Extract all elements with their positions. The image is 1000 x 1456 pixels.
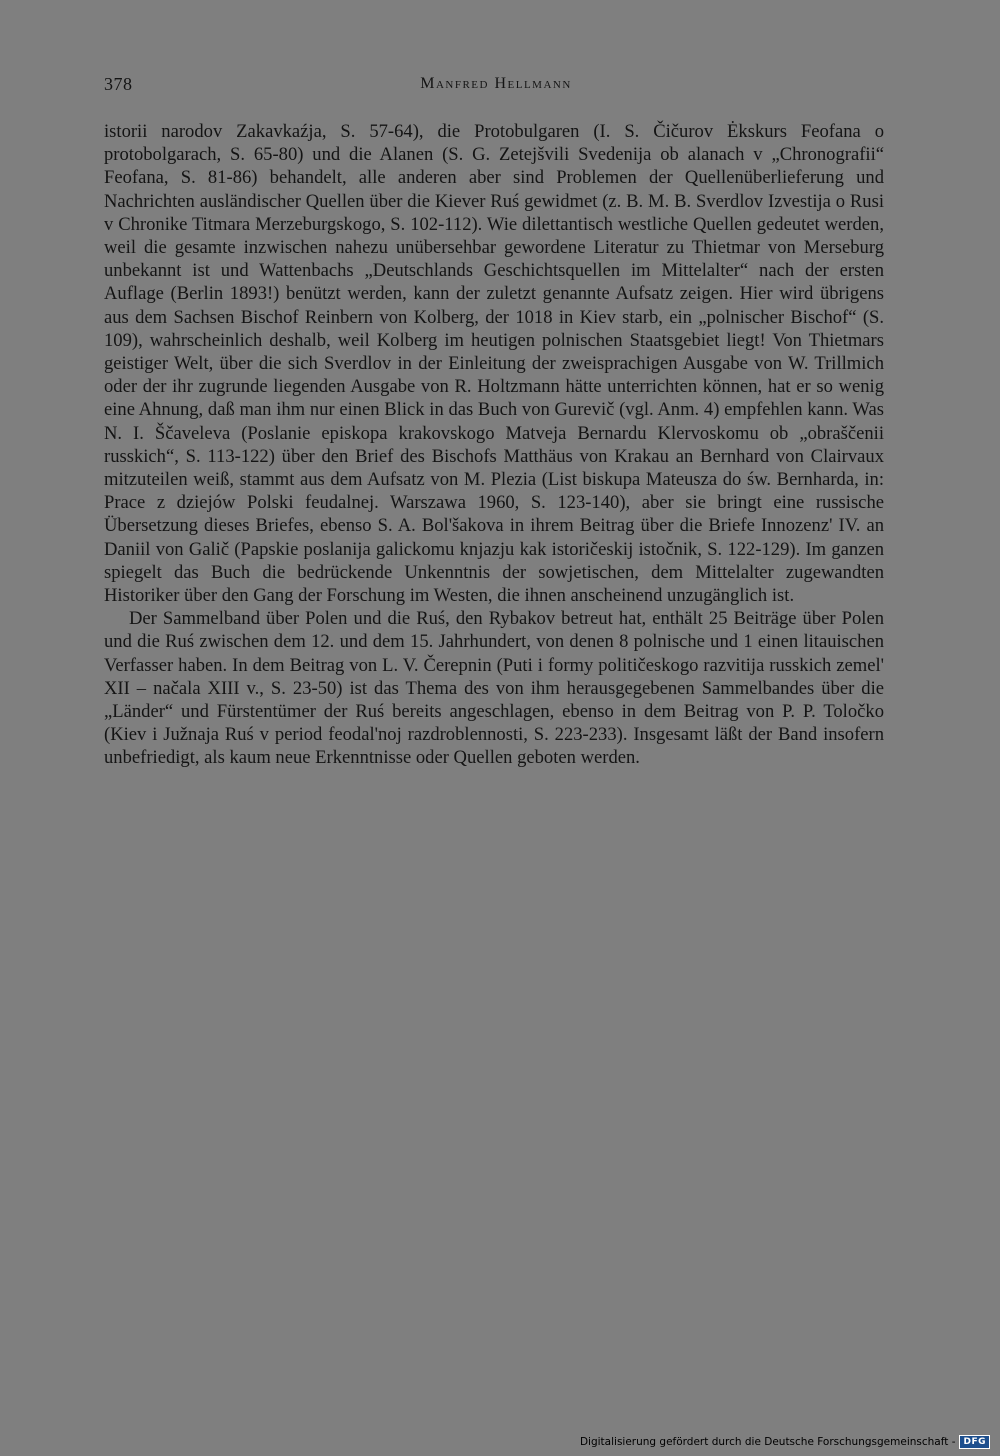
body-text	[104, 120, 884, 770]
paragraph-continued: istorii narodov Zakavkaźja, S. 57-64), die Protobulgaren (I. S. Čičurov Ėkskurs Feofana o protobolgarach, S. 65-80) und die Alanen (S. G. Zetejšvili Svedenija ob alanach v „Chronografii“ Feofana, S. 81-86) behandelt, alle anderen aber sind Problemen der Quellenüberlieferung und Nachrichten ausländischer Quellen über die Kiever Ruś gewidmet (z. B. M. B. Sverdlov Izvestija o Rusi v Chronike Titmara Merzeburgskogo, S. 102-112). Wie dilettantisch westliche Quellen gedeutet werden, weil die gesamte inzwischen nahezu unübersehbar gewordene Literatur zu Thietmar von Merseburg unbekannt ist und Wattenbachs „Deutschlands Geschichtsquellen im Mittelalter“ nach der ersten Auflage (Berlin 1893!) benützt werden, kann der zuletzt genannte Aufsatz zeigen. Hier wird übrigens aus dem Sachsen Bischof Reinbern von Kolberg, der 1018 in Kiev starb, ein „polnischer Bischof“ (S. 109), wahrscheinlich deshalb, weil Kolberg im heutigen polnischen Staatsgebiet liegt! Von Thietmars geistiger Welt, über die sich Sverdlov in der Einleitung der zweisprachigen Ausgabe von W. Trillmich oder der ihr zugrunde liegenden Ausgabe von R. Holtzmann hätte unterrichten können, hat er so wenig eine Ahnung, daß man ihm nur einen Blick in das Buch von Gurevič (vgl. Anm. 4) empfehlen kann. Was N. I. Ščaveleva (Poslanie episkopa krakovskogo Matveja Bernardu Klervoskomu ob „obraščenii russkich“, S. 113-122) über den Brief des Bischofs Matthäus von Krakau an Bernhard von Clairvaux mitzuteilen weiß, stammt aus dem Aufsatz von M. Plezia (List biskupa Mateusza do św. Bernharda, in: Prace z dziejów Polski feudalnej. Warszawa 1960, S. 123-140), aber sie bringt eine russische Übersetzung dieses Briefes, ebenso S. A. Bol'šakova in ihrem Beitrag über die Briefe Innozenz' IV. an Daniil von Galič (Papskie poslanija galickomu knjazju kak istoričeskij istočnik, S. 122-129). Im ganzen spiegelt das Buch die bedrückende Unkenntnis der sowjetischen, dem Mittelalter zugewandten Historiker über den Gang der Forschung im Westen, die ihnen anscheinend unzugänglich ist.	[104, 121, 884, 607]
running-head-author: Manfred Hellmann	[420, 75, 572, 92]
digitization-footer	[580, 1434, 990, 1450]
dfg-logo: DFG	[959, 1435, 990, 1449]
paragraph: Der Sammelband über Polen und die Ruś, den Rybakov betreut hat, enthält 25 Beiträge über Polen und die Ruś zwischen dem 12. und dem 15. Jahrhundert, von denen 8 polnische und 1 einen litauischen Verfasser haben. In dem Beitrag von L. V. Čerepnin (Puti i formy političeskogo razvitija russkich zemel' XII – načala XIII v., S. 23-50) ist das Thema des von ihm herausgegebenen Sammelbandes über die „Länder“ und Fürstentümer der Ruś bereits angeschlagen, ebenso in dem Beitrag von P. P. Toločko (Kiev i Južnaja Ruś v period feodal'noj razdroblennosti, S. 223-233). Insgesamt läßt der Band insofern unbefriedigt, als kaum neue Erkenntnisse oder Quellen geboten werden.	[104, 608, 884, 769]
footer-credit: Digitalisierung gefördert durch die Deutsche Forschungsgemeinschaft -	[579, 1436, 956, 1448]
page-number: 378	[104, 74, 133, 94]
running-head	[104, 74, 888, 98]
